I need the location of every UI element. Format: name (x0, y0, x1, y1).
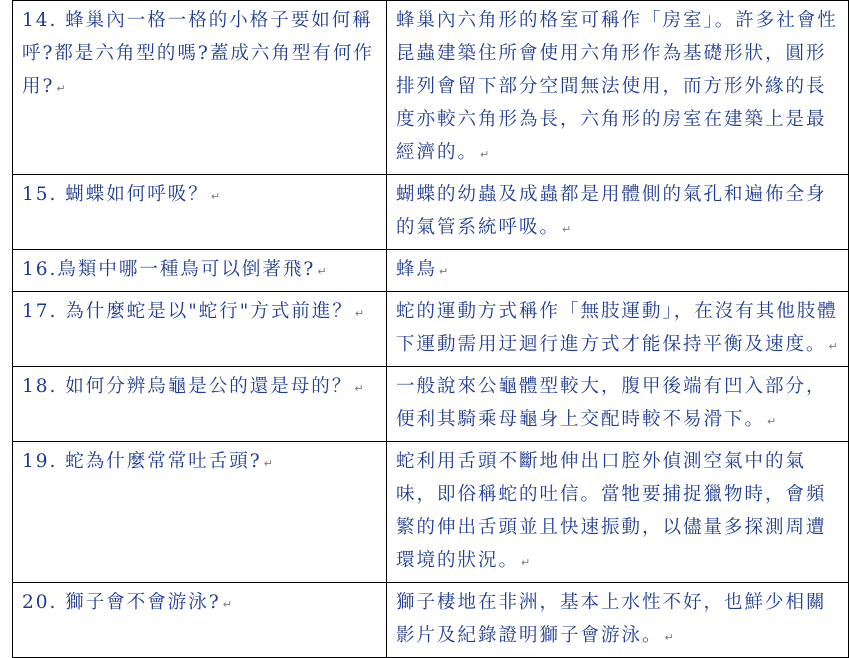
answer-cell (387, 175, 849, 250)
question-text: 20. 獅子會不會游泳? (22, 592, 221, 613)
paragraph-mark-icon: ↵ (767, 415, 777, 428)
table-row (13, 250, 849, 292)
question-cell (13, 442, 387, 583)
answer-cell (387, 583, 849, 658)
table-row (13, 367, 849, 442)
answer-cell (387, 1, 849, 175)
table-row (13, 1, 849, 175)
answer-text: 蜂鳥 (396, 259, 438, 280)
answer-text: 蛇的運動方式稱作「無肢運動」，在沒有其他肢體下運動需用迂迴行進方式才能保持平衡及速度。 (396, 301, 838, 355)
paragraph-mark-icon: ↵ (354, 307, 365, 320)
paragraph-mark-icon: ↵ (56, 82, 66, 95)
paragraph-mark-icon: ↵ (480, 148, 490, 161)
paragraph-mark-icon: ↵ (562, 223, 572, 236)
question-text: 18. 如何分辨烏龜是公的還是母的？ (22, 376, 353, 397)
answer-text: 蜂巢內六角形的格室可稱作「房室」。許多社會性昆蟲建築住所會使用六角形作為基礎形狀，圓形排列會留下部分空間無法使用，而方形外緣的長度亦較六角形為長，六角形的房室在建築上是最經濟的。 (396, 10, 838, 163)
question-text: 19. 蛇為什麼常常吐舌頭? (22, 451, 262, 472)
qa-table (12, 0, 849, 658)
answer-cell (387, 367, 849, 442)
answer-text: 一般說來公龜體型較大，腹甲後端有凹入部分，便利其騎乘母龜身上交配時較不易滑下。 (396, 376, 827, 430)
answer-text: 蛇利用舌頭不斷地伸出口腔外偵測空氣中的氣味，即俗稱蛇的吐信。當牠要捕捉獵物時，會頻繁的伸出舌頭並且快速振動，以儘量多探測周遭環境的狀況。 (396, 451, 827, 571)
answer-cell (387, 442, 849, 583)
paragraph-mark-icon: ↵ (317, 265, 327, 278)
table-row (13, 292, 849, 367)
answer-cell (387, 292, 849, 367)
question-cell (13, 292, 387, 367)
paragraph-mark-icon: ↵ (210, 190, 221, 203)
answer-text: 蝴蝶的幼蟲及成蟲都是用體側的氣孔和遍佈全身的氣管系統呼吸。 (396, 184, 827, 238)
question-text: 14. 蜂巢內一格一格的小格子要如何稱呼?都是六角型的嗎?蓋成六角型有何作用? (22, 10, 374, 97)
question-text: 17. 為什麼蛇是以"蛇行"方式前進？ (22, 301, 353, 322)
answer-cell (387, 250, 849, 292)
table-row (13, 583, 849, 658)
question-cell (13, 1, 387, 175)
paragraph-mark-icon: ↵ (263, 457, 273, 470)
table-row (13, 175, 849, 250)
paragraph-mark-icon: ↵ (354, 382, 364, 395)
paragraph-mark-icon: ↵ (222, 598, 232, 611)
paragraph-mark-icon: ↵ (664, 631, 674, 644)
question-cell (13, 250, 387, 292)
table-row (13, 442, 849, 583)
answer-text: 獅子棲地在非洲，基本上水性不好，也鮮少相關影片及紀錄證明獅子會游泳。 (396, 592, 827, 646)
question-cell (13, 583, 387, 658)
question-cell (13, 175, 387, 250)
question-cell (13, 367, 387, 442)
paragraph-mark-icon: ↵ (439, 265, 449, 278)
paragraph-mark-icon: ↵ (521, 556, 531, 569)
question-text: 15. 蝴蝶如何呼吸？ (22, 184, 209, 205)
paragraph-mark-icon: ↵ (828, 340, 838, 353)
question-text: 16.鳥類中哪一種鳥可以倒著飛? (22, 259, 316, 280)
